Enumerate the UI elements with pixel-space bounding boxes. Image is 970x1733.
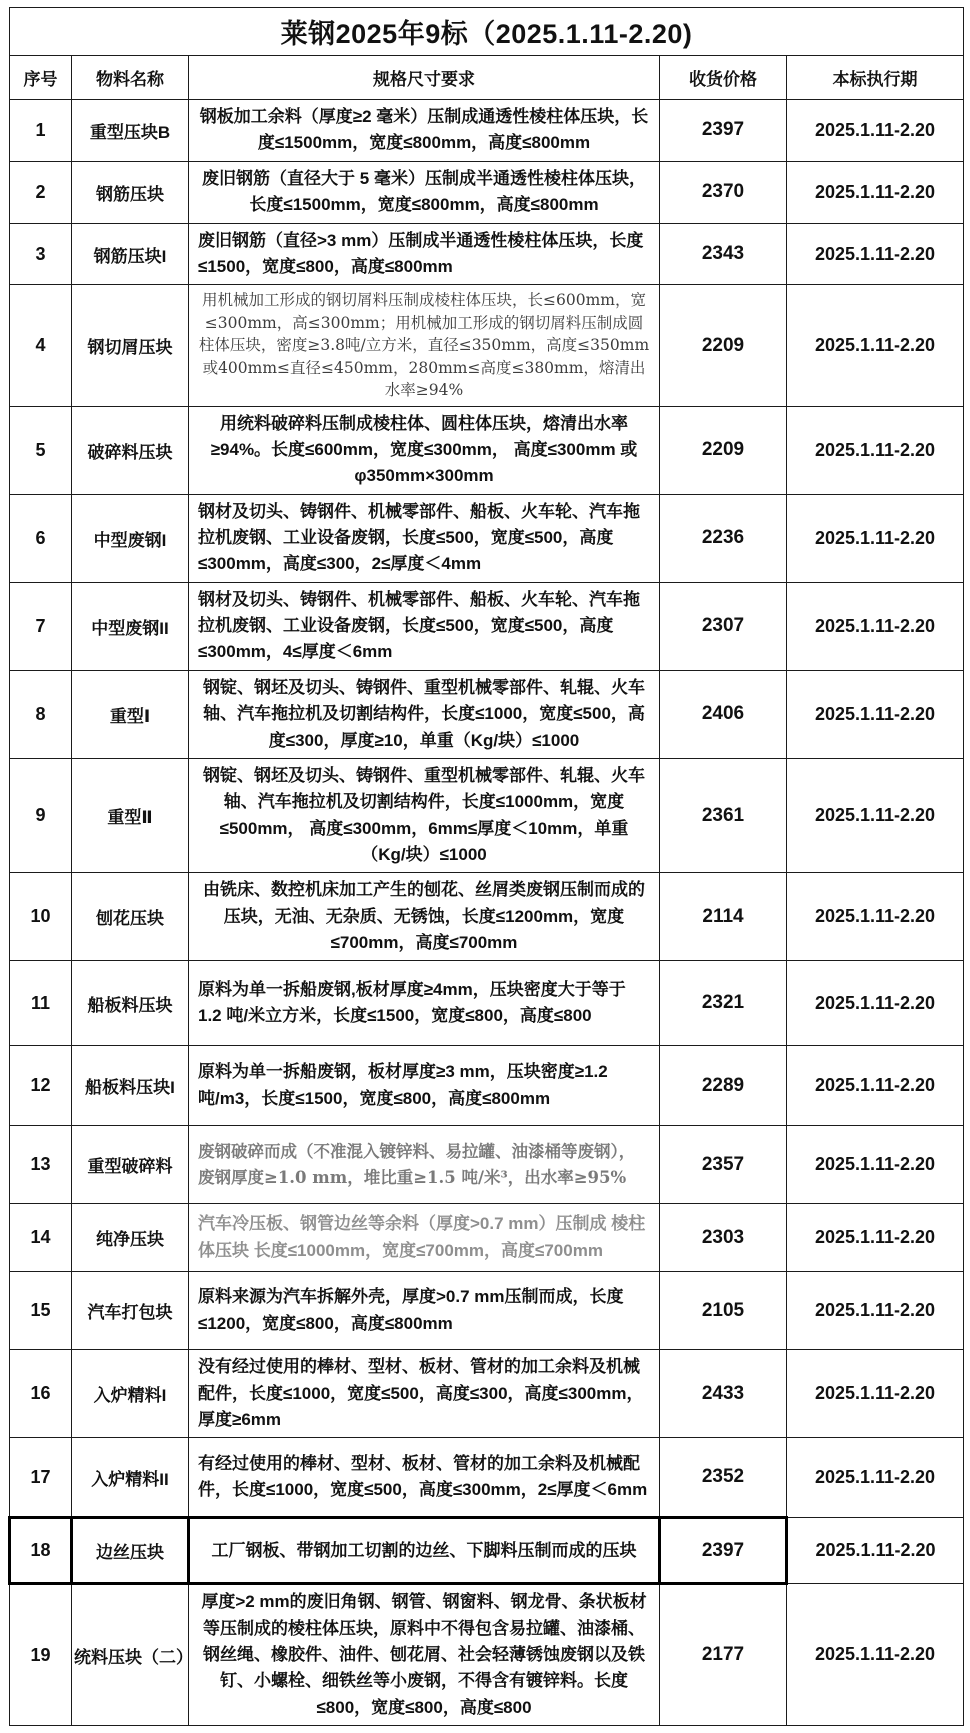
page-title: 莱钢2025年9标（2025.1.11-2.20)	[10, 8, 964, 56]
row-14-no: 14	[10, 1204, 72, 1272]
row-4-name: 钢切屑压块	[72, 285, 189, 406]
row-13-no: 13	[10, 1126, 72, 1204]
table-row	[10, 100, 964, 162]
table-row	[10, 1584, 964, 1726]
row-7-price: 2307	[660, 582, 787, 670]
row-15-price: 2105	[660, 1272, 787, 1350]
row-4-no: 4	[10, 285, 72, 406]
table-row	[10, 1438, 964, 1518]
row-12-period: 2025.1.11-2.20	[787, 1046, 964, 1126]
row-14-spec: 汽车冷压板、钢管边丝等余料（厚度>0.7 mm）压制成 棱柱体压块 长度≤1000mm，宽度≤700mm，高度≤700mm	[189, 1204, 660, 1272]
row-19-spec: 厚度>2 mm的废旧角钢、钢管、钢窗料、钢龙骨、条状板材等压制成的棱柱体压块，原料中不得包含易拉罐、油漆桶、钢丝绳、橡胶件、油件、刨花屑、社会轻薄锈蚀废钢以及铁钉、小螺栓、细铁丝等小废钢，不得含有镀锌料。长度≤800，宽度≤800，高度≤800	[189, 1584, 660, 1726]
table-row	[10, 582, 964, 670]
table-row	[10, 1350, 964, 1438]
header-row	[10, 56, 964, 100]
row-3-name: 钢筋压块I	[72, 223, 189, 285]
row-4-price: 2209	[660, 285, 787, 406]
row-12-name: 船板料压块I	[72, 1046, 189, 1126]
table-row	[10, 961, 964, 1046]
price-table	[8, 7, 964, 1726]
table-row	[10, 670, 964, 758]
row-1-no: 1	[10, 100, 72, 162]
row-11-name: 船板料压块	[72, 961, 189, 1046]
row-19-price: 2177	[660, 1584, 787, 1726]
row-18-period: 2025.1.11-2.20	[787, 1518, 964, 1584]
row-7-spec: 钢材及切头、铸钢件、机械零部件、船板、火车轮、汽车拖拉机废钢、工业设备废钢，长度≤500，宽度≤500，高度≤300mm，4≤厚度＜6mm	[189, 582, 660, 670]
row-1-price: 2397	[660, 100, 787, 162]
table-row	[10, 285, 964, 406]
row-8-period: 2025.1.11-2.20	[787, 670, 964, 758]
row-9-price: 2361	[660, 758, 787, 872]
table-row	[10, 161, 964, 223]
row-16-period: 2025.1.11-2.20	[787, 1350, 964, 1438]
row-13-period: 2025.1.11-2.20	[787, 1126, 964, 1204]
row-18-spec: 工厂钢板、带钢加工切割的边丝、下脚料压制而成的压块	[189, 1518, 660, 1584]
row-11-spec: 原料为单一拆船废钢,板材厚度≥4mm，压块密度大于等于 1.2 吨/米立方米，长度≤1500，宽度≤800，高度≤800	[189, 961, 660, 1046]
row-2-spec: 废旧钢筋（直径大于 5 毫米）压制成半通透性棱柱体压块，长度≤1500mm，宽度≤800mm，高度≤800mm	[189, 161, 660, 223]
row-2-name: 钢筋压块	[72, 161, 189, 223]
column-header-price: 收货价格	[660, 56, 787, 100]
row-10-name: 刨花压块	[72, 873, 189, 961]
row-19-period: 2025.1.11-2.20	[787, 1584, 964, 1726]
table-row	[10, 494, 964, 582]
row-8-name: 重型Ⅰ	[72, 670, 189, 758]
table-row	[10, 1046, 964, 1126]
row-18-price: 2397	[660, 1518, 787, 1584]
row-16-no: 16	[10, 1350, 72, 1438]
row-15-no: 15	[10, 1272, 72, 1350]
row-9-spec: 钢锭、钢坯及切头、铸钢件、重型机械零部件、轧辊、火车轴、汽车拖拉机及切割结构件，长度≤1000mm，宽度≤500mm， 高度≤300mm，6mm≤厚度＜10mm，单重（Kg/块）≤1000	[189, 758, 660, 872]
row-13-spec: 废钢破碎而成（不准混入镀锌料、易拉罐、油漆桶等废钢），废钢厚度≥1.0 mm，堆比重≥1.5 吨/米³，出水率≥95%	[189, 1126, 660, 1204]
table-row	[10, 1272, 964, 1350]
row-7-no: 7	[10, 582, 72, 670]
row-18-no: 18	[10, 1518, 72, 1584]
row-16-spec: 没有经过使用的棒材、型材、板材、管材的加工余料及机械配件，长度≤1000，宽度≤500，高度≤300，高度≤300mm，厚度≥6mm	[189, 1350, 660, 1438]
row-6-price: 2236	[660, 494, 787, 582]
row-6-name: 中型废钢I	[72, 494, 189, 582]
row-19-name: 统料压块（二）	[72, 1584, 189, 1726]
row-5-price: 2209	[660, 406, 787, 494]
row-7-name: 中型废钢II	[72, 582, 189, 670]
row-17-no: 17	[10, 1438, 72, 1518]
row-1-spec: 钢板加工余料（厚度≥2 毫米）压制成通透性棱柱体压块，长度≤1500mm，宽度≤800mm，高度≤800mm	[189, 100, 660, 162]
row-10-no: 10	[10, 873, 72, 961]
row-5-spec: 用统料破碎料压制成棱柱体、圆柱体压块，熔清出水率≥94%。长度≤600mm，宽度≤300mm， 高度≤300mm 或φ350mm×300mm	[189, 406, 660, 494]
row-6-spec: 钢材及切头、铸钢件、机械零部件、船板、火车轮、汽车拖拉机废钢、工业设备废钢，长度≤500，宽度≤500，高度≤300mm，高度≤300，2≤厚度＜4mm	[189, 494, 660, 582]
row-12-no: 12	[10, 1046, 72, 1126]
row-6-no: 6	[10, 494, 72, 582]
column-header-period: 本标执行期	[787, 56, 964, 100]
row-10-spec: 由铣床、数控机床加工产生的刨花、丝屑类废钢压制而成的压块，无油、无杂质、无锈蚀，长度≤1200mm，宽度≤700mm，高度≤700mm	[189, 873, 660, 961]
row-15-spec: 原料来源为汽车拆解外壳，厚度>0.7 mm压制而成，长度≤1200，宽度≤800，高度≤800mm	[189, 1272, 660, 1350]
row-8-spec: 钢锭、钢坯及切头、铸钢件、重型机械零部件、轧辊、火车轴、汽车拖拉机及切割结构件，长度≤1000，宽度≤500，高度≤300，厚度≥10，单重（Kg/块）≤1000	[189, 670, 660, 758]
row-17-spec: 有经过使用的棒材、型材、板材、管材的加工余料及机械配件，长度≤1000，宽度≤500，高度≤300mm，2≤厚度＜6mm	[189, 1438, 660, 1518]
row-11-no: 11	[10, 961, 72, 1046]
row-6-period: 2025.1.11-2.20	[787, 494, 964, 582]
table-row	[10, 406, 964, 494]
row-15-period: 2025.1.11-2.20	[787, 1272, 964, 1350]
row-3-spec: 废旧钢筋（直径>3 mm）压制成半通透性棱柱体压块，长度≤1500，宽度≤800，高度≤800mm	[189, 223, 660, 285]
row-4-spec: 用机械加工形成的钢切屑料压制成棱柱体压块，长≤600mm，宽≤300mm，高≤300mm；用机械加工形成的钢切屑料压制成圆柱体压块，密度≥3.8吨/立方米，直径≤350mm，高度≤350mm或400mm≤直径≤450mm，280mm≤高度≤380mm，熔清出水率≥94%	[189, 285, 660, 406]
row-14-period: 2025.1.11-2.20	[787, 1204, 964, 1272]
table-row	[10, 1126, 964, 1204]
row-17-period: 2025.1.11-2.20	[787, 1438, 964, 1518]
table-row	[10, 873, 964, 961]
row-3-no: 3	[10, 223, 72, 285]
row-13-name: 重型破碎料	[72, 1126, 189, 1204]
row-10-period: 2025.1.11-2.20	[787, 873, 964, 961]
row-18-name: 边丝压块	[72, 1518, 189, 1584]
row-12-spec: 原料为单一拆船废钢，板材厚度≥3 mm，压块密度≥1.2吨/m3，长度≤1500，宽度≤800，高度≤800mm	[189, 1046, 660, 1126]
table-body	[10, 100, 964, 1726]
row-3-price: 2343	[660, 223, 787, 285]
row-17-name: 入炉精料II	[72, 1438, 189, 1518]
row-16-name: 入炉精料I	[72, 1350, 189, 1438]
row-11-period: 2025.1.11-2.20	[787, 961, 964, 1046]
row-14-name: 纯净压块	[72, 1204, 189, 1272]
row-5-no: 5	[10, 406, 72, 494]
row-9-no: 9	[10, 758, 72, 872]
row-16-price: 2433	[660, 1350, 787, 1438]
row-2-price: 2370	[660, 161, 787, 223]
title-row	[10, 8, 964, 56]
table-row	[10, 758, 964, 872]
row-15-name: 汽车打包块	[72, 1272, 189, 1350]
row-5-name: 破碎料压块	[72, 406, 189, 494]
row-4-period: 2025.1.11-2.20	[787, 285, 964, 406]
row-7-period: 2025.1.11-2.20	[787, 582, 964, 670]
row-2-no: 2	[10, 161, 72, 223]
row-3-period: 2025.1.11-2.20	[787, 223, 964, 285]
table-row	[10, 1204, 964, 1272]
row-14-price: 2303	[660, 1204, 787, 1272]
row-1-period: 2025.1.11-2.20	[787, 100, 964, 162]
row-5-period: 2025.1.11-2.20	[787, 406, 964, 494]
row-12-price: 2289	[660, 1046, 787, 1126]
row-2-period: 2025.1.11-2.20	[787, 161, 964, 223]
column-header-no: 序号	[10, 56, 72, 100]
table-row	[10, 223, 964, 285]
row-11-price: 2321	[660, 961, 787, 1046]
row-1-name: 重型压块B	[72, 100, 189, 162]
column-header-name: 物料名称	[72, 56, 189, 100]
row-13-price: 2357	[660, 1126, 787, 1204]
row-19-no: 19	[10, 1584, 72, 1726]
row-10-price: 2114	[660, 873, 787, 961]
row-17-price: 2352	[660, 1438, 787, 1518]
column-header-spec: 规格尺寸要求	[189, 56, 660, 100]
row-8-price: 2406	[660, 670, 787, 758]
row-9-period: 2025.1.11-2.20	[787, 758, 964, 872]
row-9-name: 重型Ⅱ	[72, 758, 189, 872]
row-8-no: 8	[10, 670, 72, 758]
table-row	[10, 1518, 964, 1584]
